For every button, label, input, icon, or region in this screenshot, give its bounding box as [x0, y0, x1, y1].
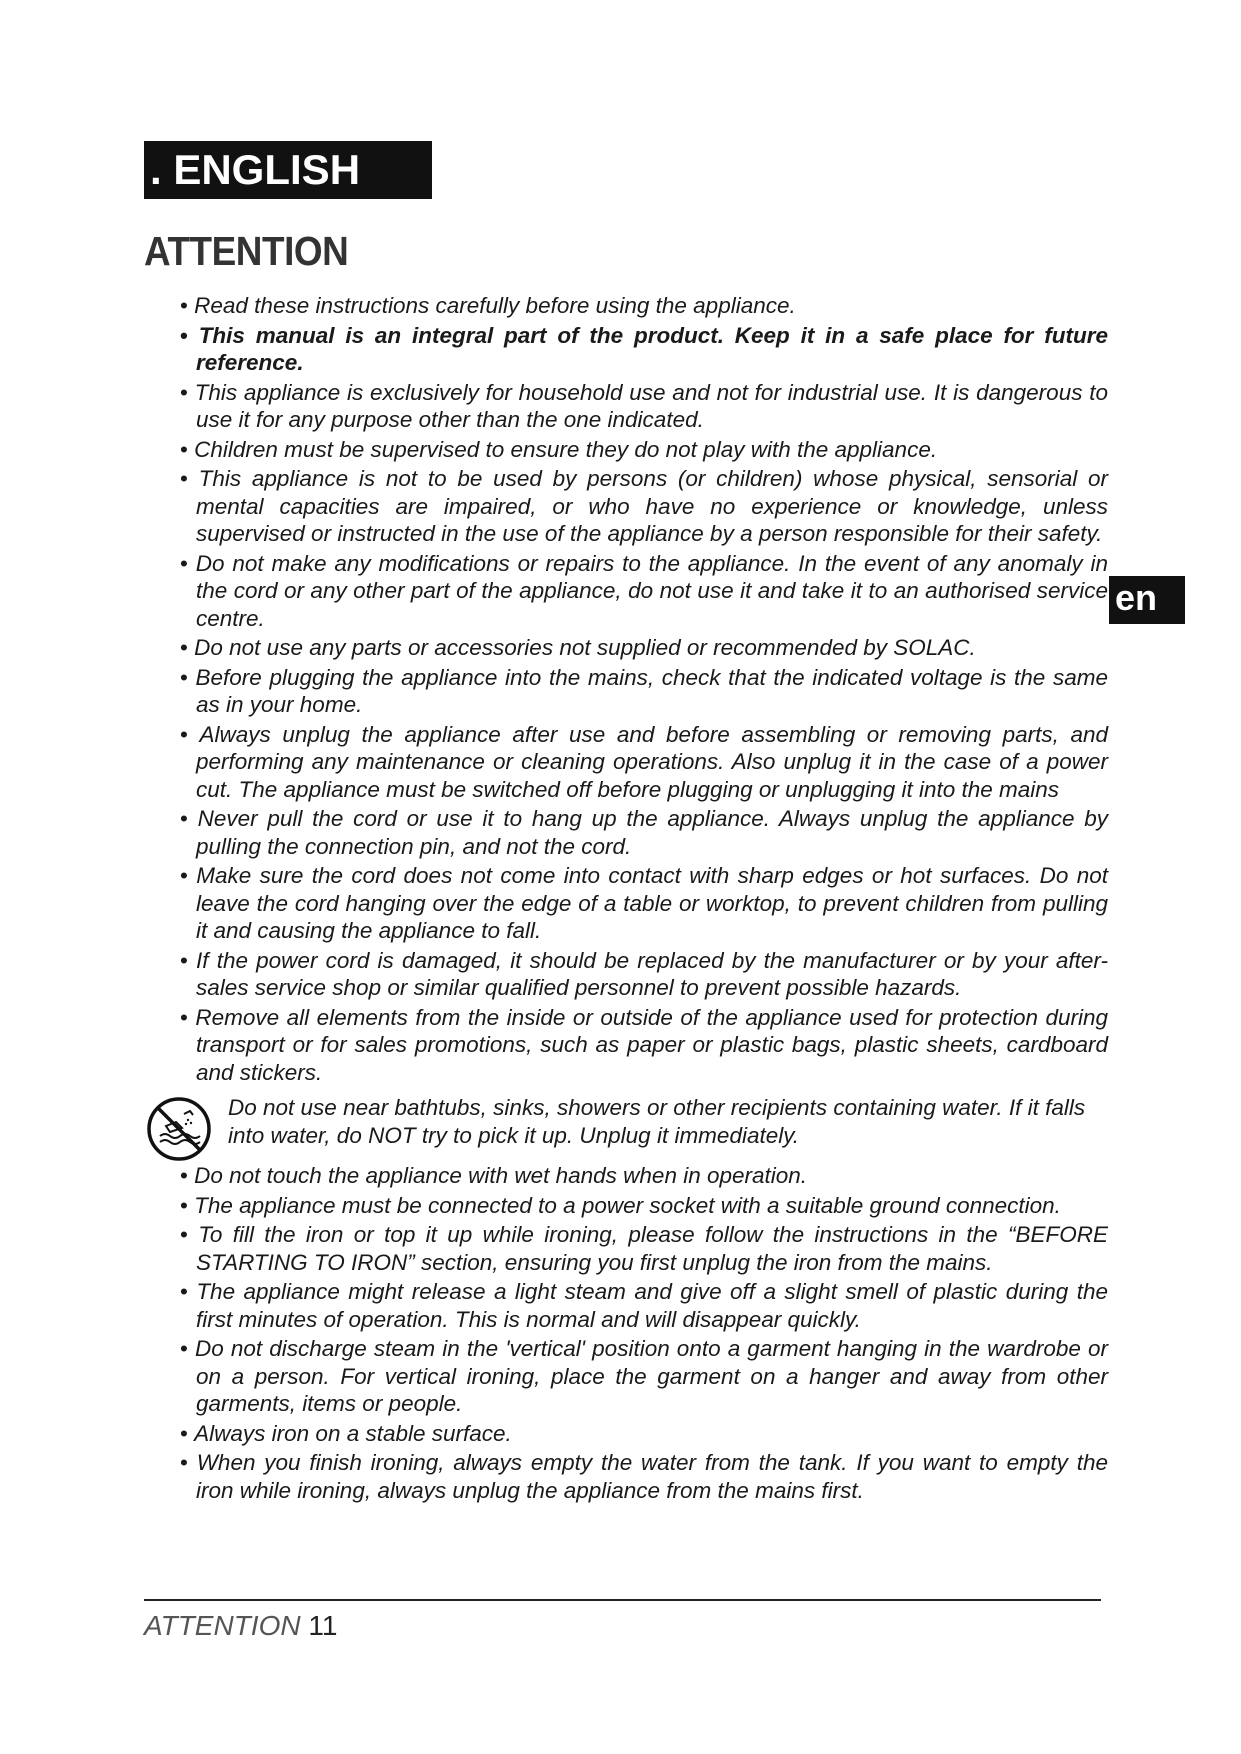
list-item: • This manual is an integral part of the product. Keep it in a safe place for future reference. — [164, 322, 1108, 377]
page-footer — [144, 1610, 337, 1642]
list-item: • The appliance might release a light steam and give off a slight smell of plastic during the first minutes of operation. This is normal and will disappear quickly. — [164, 1278, 1108, 1333]
list-item: • Do not use any parts or accessories not supplied or recommended by SOLAC. — [164, 634, 1108, 662]
footer-section: ATTENTION — [144, 1610, 301, 1641]
page-number: 11 — [308, 1610, 338, 1641]
list-item: • This appliance is exclusively for household use and not for industrial use. It is dangerous to use it for any purpose other than the one indicated. — [164, 379, 1108, 434]
list-item: • Do not touch the appliance with wet hands when in operation. — [164, 1162, 1108, 1190]
list-item: • When you finish ironing, always empty the water from the tank. If you want to empty the iron while ironing, always unplug the appliance from the mains first. — [164, 1449, 1108, 1504]
warning-text: Do not use near bathtubs, sinks, showers or other recipients containing water. If it falls into water, do NOT try to pick it up. Unplug it immediately. — [228, 1095, 1086, 1148]
list-item: • Do not make any modifications or repairs to the appliance. In the event of any anomaly in the cord or any other part of the appliance, do not use it and take it to an authorised service centre. — [164, 550, 1108, 633]
list-item: • Children must be supervised to ensure they do not play with the appliance. — [164, 436, 1108, 464]
instruction-list — [164, 292, 1108, 1506]
list-item: • Always iron on a stable surface. — [164, 1420, 1108, 1448]
language-banner: . ENGLISH — [144, 141, 432, 199]
list-item: • Never pull the cord or use it to hang up the appliance. Always unplug the appliance by pulling the connection pin, and not the cord. — [164, 805, 1108, 860]
list-item: • Make sure the cord does not come into contact with sharp edges or hot surfaces. Do not leave the cord hanging over the edge of a table or worktop, to prevent children from pulling it and causing the appliance to fall. — [164, 862, 1108, 945]
list-item: • Before plugging the appliance into the mains, check that the indicated voltage is the same as in your home. — [164, 664, 1108, 719]
list-item: • Do not discharge steam in the 'vertical' position onto a garment hanging in the wardrobe or on a person. For vertical ironing, place the garment on a hanger and away from other garments, items or people. — [164, 1335, 1108, 1418]
language-tab: en — [1109, 576, 1185, 624]
list-item: • Remove all elements from the inside or outside of the appliance used for protection during transport or for sales promotions, such as paper or plastic bags, plastic sheets, cardboard and stickers. — [164, 1004, 1108, 1087]
list-item: • To fill the iron or top it up while ironing, please follow the instructions in the “BEFORE STARTING TO IRON” section, ensuring you first unplug the iron from the mains. — [164, 1221, 1108, 1276]
list-item: • This appliance is not to be used by persons (or children) whose physical, sensorial or mental capacities are impaired, or who have no experience or knowledge, unless supervised or instructed in the use of the appliance by a person responsible for their safety. — [164, 465, 1108, 548]
list-item: • The appliance must be connected to a power socket with a suitable ground connection. — [164, 1192, 1108, 1220]
list-item: • Read these instructions carefully before using the appliance. — [164, 292, 1108, 320]
page-title: ATTENTION — [144, 228, 349, 274]
footer-divider — [144, 1599, 1101, 1601]
list-item: • If the power cord is damaged, it should be replaced by the manufacturer or by your after-sales service shop or similar qualified personnel to prevent possible hazards. — [164, 947, 1108, 1002]
list-item: • Always unplug the appliance after use and before assembling or removing parts, and performing any maintenance or cleaning operations. Also unplug it in the case of a power cut. The appliance must be switched off before plugging or unplugging it into the mains — [164, 721, 1108, 804]
no-water-icon — [146, 1096, 212, 1162]
water-warning — [148, 1094, 1108, 1156]
